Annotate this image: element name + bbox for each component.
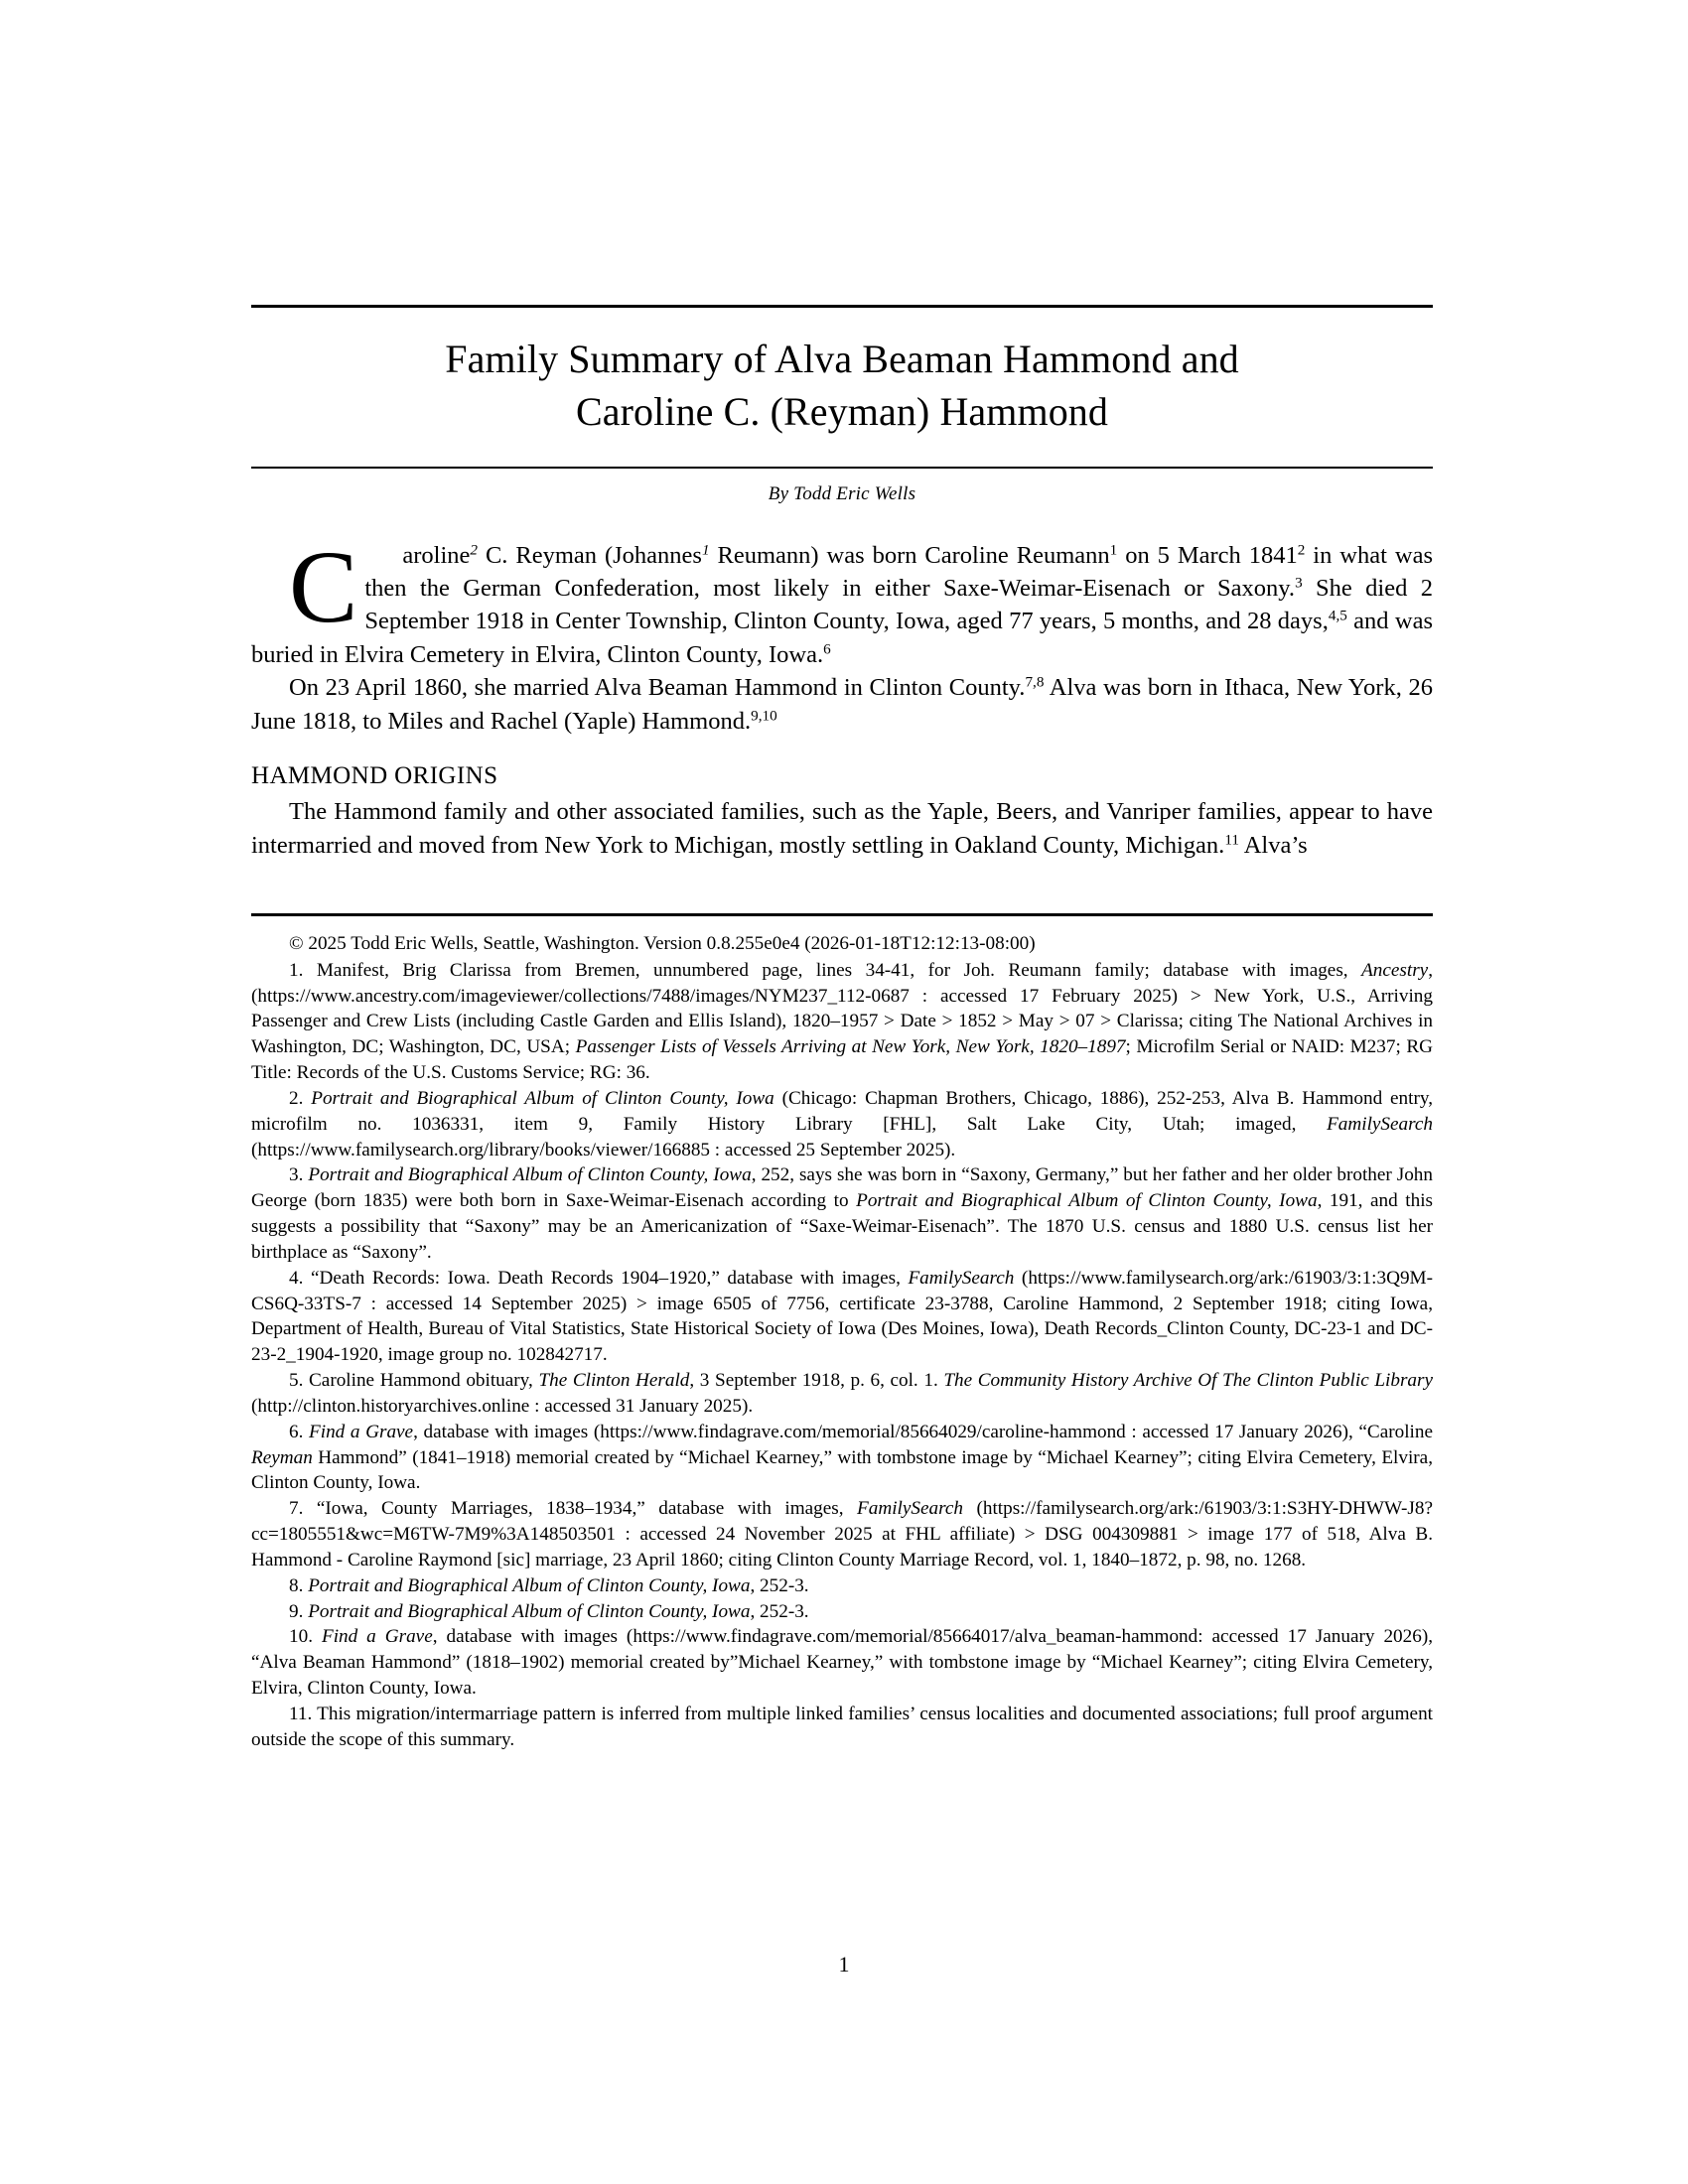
paragraph-marriage bbox=[251, 671, 1433, 738]
fn5-seg-c: (http://clinton.historyarchives.online : accessed 31 January 2025). bbox=[251, 1395, 754, 1417]
fn7-italic-familysearch: FamilySearch bbox=[857, 1498, 963, 1520]
p1-seg-a: aroline bbox=[402, 541, 471, 569]
fn4-italic-familysearch: FamilySearch bbox=[908, 1267, 1015, 1289]
fn2-italic-familysearch: FamilySearch bbox=[1327, 1113, 1433, 1135]
fn6-seg-a: 6. bbox=[289, 1421, 310, 1442]
p2-seg-a: On 23 April 1860, she married Alva Beaman Hammond in Clinton County. bbox=[289, 674, 1026, 702]
fn3-italic-title-2: Portrait and Biographical Album of Clinton County, Iowa bbox=[856, 1190, 1318, 1212]
page-content bbox=[251, 0, 1433, 862]
fn1-seg-c: ; Microfilm Serial or NAID: M237; RG Title: Records of the U.S. Customs Service; RG: 36. bbox=[251, 1036, 1433, 1084]
fn8-seg-b: , 252-3. bbox=[750, 1574, 809, 1596]
fn1-seg-a: 1. Manifest, Brig Clarissa from Bremen, unnumbered page, lines 34-41, for Joh. Reumann family; database with images, bbox=[289, 959, 1362, 981]
fn4-seg-a: 4. “Death Records: Iowa. Death Records 1904–1920,” database with images, bbox=[289, 1267, 909, 1289]
fn3-italic-title-1: Portrait and Biographical Album of Clinton County, Iowa bbox=[308, 1164, 752, 1186]
title-bottom-rule bbox=[251, 467, 1433, 469]
paragraph-opening bbox=[251, 529, 1433, 672]
footnote-9 bbox=[251, 1599, 1433, 1625]
fn9-seg-a: 9. bbox=[289, 1600, 309, 1622]
drop-cap: C bbox=[289, 529, 358, 644]
p3-seg-b: Alva’s bbox=[1238, 831, 1308, 859]
footnote-ref-3[interactable]: 3 bbox=[1295, 574, 1303, 592]
footnote-3 bbox=[251, 1162, 1433, 1265]
title-top-rule bbox=[251, 305, 1433, 308]
footnote-7 bbox=[251, 1496, 1433, 1572]
p1-seg-e: in what was then the German Confederation, most likely in either Saxe-Weimar-Eisenach or Saxony. bbox=[364, 541, 1433, 603]
fn1-italic-passenger-lists: Passenger Lists of Vessels Arriving at New York, New York, 1820–1897 bbox=[575, 1036, 1126, 1058]
fn11-seg-a: 11. This migration/intermarriage pattern is inferred from multiple linked families’ census localities and documented associations; full proof argument outside the scope of this summary. bbox=[251, 1703, 1433, 1750]
fn8-italic-title: Portrait and Biographical Album of Clinton County, Iowa bbox=[308, 1574, 751, 1596]
fn1-seg-b: , (https://www.ancestry.com/imageviewer/collections/7488/images/NYM237_112-0687 : accessed 17 February 2025) > New York, U.S., Arriving Passenger and Crew Lists (including Castle Garden and Ellis Island), 1820–1957 > Date > 1852 > May > 07 > Clarissa; citing The National Archives in Washington, DC; Washington, DC, USA; bbox=[251, 959, 1433, 1058]
footnote-ref-4-5[interactable]: 4,5 bbox=[1328, 608, 1347, 625]
page-title bbox=[251, 334, 1433, 439]
footnote-ref-7-8[interactable]: 7,8 bbox=[1025, 674, 1045, 691]
p2-seg-b: Alva was born in Ithaca, New York, 26 June 1818, to Miles and Rachel (Yaple) Hammond. bbox=[251, 674, 1434, 735]
footnote-ref-11[interactable]: 11 bbox=[1224, 831, 1239, 849]
fn2-seg-c: (https://www.familysearch.org/library/books/viewer/166885 : accessed 25 September 2025). bbox=[251, 1139, 956, 1160]
fn6-italic-find-a-grave: Find a Grave bbox=[309, 1421, 414, 1442]
fn9-seg-b: , 252-3. bbox=[750, 1600, 809, 1622]
fn10-seg-b: , database with images (https://www.findagrave.com/memorial/85664017/alva_beaman-hammond: accessed 17 January 2026), “Alva Beaman Hammond” (1818–1902) memorial created by”Michael Kearney,” with tombstone image by “Michael Kearney”; citing Elvira Cemetery, Elvira, Clinton County, Iowa. bbox=[251, 1626, 1434, 1700]
footnote-separator-rule bbox=[251, 913, 1433, 916]
fn6-seg-b: , database with images (https://www.findagrave.com/memorial/85664029/caroline-hammond : accessed 17 January 2026), “Caroline bbox=[413, 1421, 1433, 1442]
fn6-italic-reyman: Reyman bbox=[251, 1446, 313, 1468]
p3-seg-a: The Hammond family and other associated families, such as the Yaple, Beers, and Vanriper families, appear to have intermarried and moved from New York to Michigan, mostly settling in Oakland County, Michigan. bbox=[251, 798, 1433, 859]
fn3-seg-b: , 252, says she was born in “Saxony, Germany,” but her father and her older brother John George (born 1835) were both born in Saxe-Weimar-Eisenach according to bbox=[251, 1164, 1433, 1212]
p1-seg-c: Reumann) was born Caroline Reumann bbox=[709, 541, 1110, 569]
fn7-seg-b: (https://familysearch.org/ark:/61903/3:1:S3HY-DHWW-J8?cc=1805551&wc=M6TW-7M9%3A148503501 : accessed 24 November 2025 at FHL affiliate) > DSG 004309881 > image 177 of 518, Alva B. Hammond - Caroline Raymond [sic] marriage, 23 April 1860; citing Clinton County Marriage Record, vol. 1, 1840–1872, p. 98, no. 1268. bbox=[251, 1498, 1433, 1570]
generation-superscript-2: 2 bbox=[470, 541, 478, 559]
fn2-italic-title: Portrait and Biographical Album of Clinton County, Iowa bbox=[311, 1087, 774, 1109]
fn7-seg-a: 7. “Iowa, County Marriages, 1838–1934,” database with images, bbox=[289, 1498, 858, 1520]
fn5-seg-b: , 3 September 1918, p. 6, col. 1. bbox=[689, 1370, 944, 1392]
footnote-ref-6[interactable]: 6 bbox=[823, 640, 831, 658]
fn10-seg-a: 10. bbox=[289, 1626, 322, 1648]
footnote-11 bbox=[251, 1702, 1433, 1753]
fn3-seg-c: , 191, and this suggests a possibility that “Saxony” may be an Americanization of “Saxe-Weimar-Eisenach”. The 1870 U.S. census and 1880 U.S. census list her birthplace as “Saxony”. bbox=[251, 1190, 1433, 1263]
footnote-2 bbox=[251, 1086, 1433, 1162]
p1-seg-g: and was buried in Elvira Cemetery in Elvira, Clinton County, Iowa. bbox=[251, 608, 1433, 668]
fn4-seg-b: (https://www.familysearch.org/ark:/61903/3:1:3Q9M-CS6Q-33TS-7 : accessed 14 September 2025) > image 6505 of 7756, certificate 23-3788, Caroline Hammond, 2 September 1918; citing Iowa, Department of Health, Bureau of Vital Statistics, State Historical Society of Iowa (Des Moines, Iowa), Death Records_Clinton County, DC-23-1 and DC-23-2_1904-1920, image group no. 102842717. bbox=[251, 1267, 1433, 1366]
section-heading-hammond-origins: HAMMOND ORIGINS bbox=[251, 762, 498, 790]
fn1-italic-ancestry: Ancestry bbox=[1361, 959, 1429, 981]
title-line-1: Family Summary of Alva Beaman Hammond and bbox=[445, 337, 1239, 381]
fn2-seg-a: 2. bbox=[289, 1087, 312, 1109]
title-line-2: Caroline C. (Reyman) Hammond bbox=[575, 388, 1109, 434]
footnote-6 bbox=[251, 1420, 1433, 1496]
footnote-4 bbox=[251, 1266, 1433, 1368]
footnote-10 bbox=[251, 1624, 1433, 1701]
p1-seg-b: C. Reyman (Johannes bbox=[478, 541, 702, 569]
fn2-seg-b: (Chicago: Chapman Brothers, Chicago, 1886), 252-253, Alva B. Hammond entry, microfilm no. 1036331, item 9, Family History Library [FHL], Salt Lake City, Utah; imaged, bbox=[251, 1087, 1434, 1135]
footnote-8 bbox=[251, 1573, 1433, 1599]
fn5-italic-archive: The Community History Archive Of The Clinton Public Library bbox=[943, 1370, 1433, 1392]
footnote-ref-1[interactable]: 1 bbox=[1109, 541, 1118, 559]
fn5-seg-a: 5. Caroline Hammond obituary, bbox=[289, 1370, 539, 1392]
fn9-italic-title: Portrait and Biographical Album of Clinton County, Iowa bbox=[308, 1600, 751, 1622]
copyright-line: © 2025 Todd Eric Wells, Seattle, Washington. Version 0.8.255e0e4 (2026-01-18T12:12:13-08:00) bbox=[289, 933, 1036, 954]
byline: By Todd Eric Wells bbox=[768, 482, 916, 504]
paragraph-hammond-origins bbox=[251, 795, 1433, 862]
p1-seg-d: on 5 March 1841 bbox=[1117, 541, 1298, 569]
fn10-italic-find-a-grave: Find a Grave bbox=[321, 1626, 433, 1648]
footnote-1 bbox=[251, 958, 1433, 1086]
generation-superscript-1: 1 bbox=[701, 541, 710, 559]
body-text bbox=[251, 529, 1434, 863]
fn8-seg-a: 8. bbox=[289, 1574, 309, 1596]
footnotes-block bbox=[251, 931, 1433, 1753]
footnote-5 bbox=[251, 1368, 1433, 1420]
fn3-seg-a: 3. bbox=[289, 1164, 309, 1186]
p1-seg-f: She died 2 September 1918 in Center Township, Clinton County, Iowa, aged 77 years, 5 months, and 28 days, bbox=[364, 575, 1433, 635]
fn6-seg-c: Hammond” (1841–1918) memorial created by “Michael Kearney,” with tombstone image by “Michael Kearney”; citing Elvira Cemetery, Elvira, Clinton County, Iowa. bbox=[251, 1446, 1433, 1494]
page-number: 1 bbox=[838, 1952, 850, 1977]
footnote-ref-9-10[interactable]: 9,10 bbox=[751, 707, 777, 725]
fn5-italic-clinton-herald: The Clinton Herald bbox=[538, 1370, 690, 1392]
footnote-ref-2[interactable]: 2 bbox=[1297, 541, 1306, 559]
